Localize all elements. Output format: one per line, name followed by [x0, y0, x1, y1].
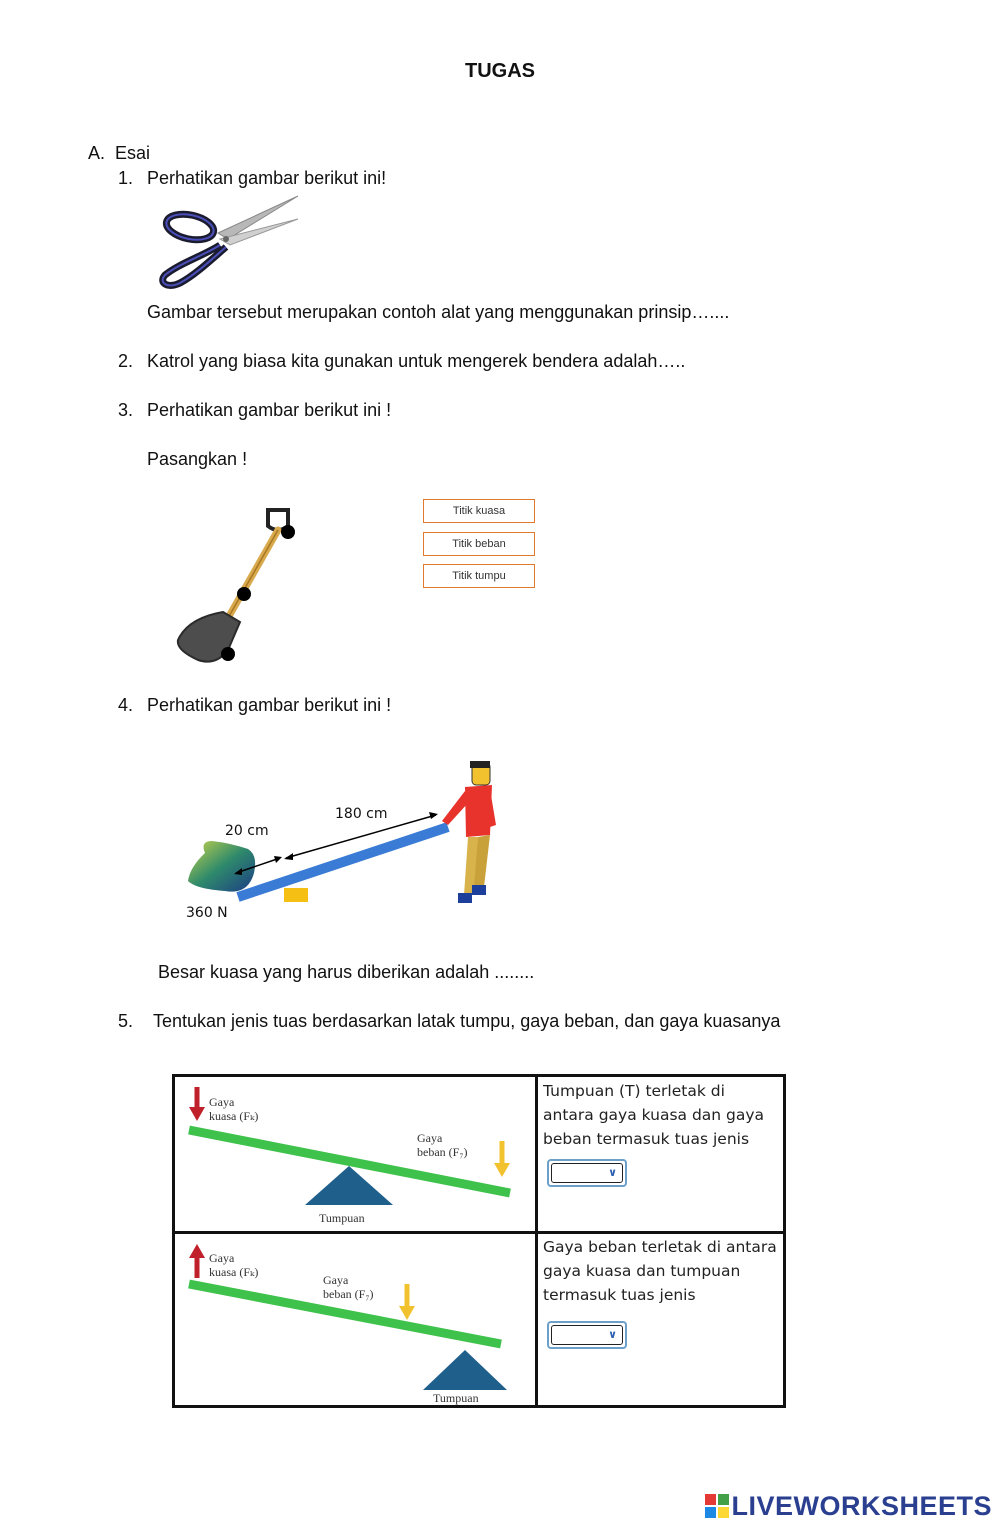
row1-kuasa-label: Gaya kuasa (Fₖ)	[209, 1095, 259, 1123]
fulcrum-block	[284, 888, 308, 902]
q1-follow: Gambar tersebut merupakan contoh alat yang menggunakan prinsip…....	[147, 302, 730, 322]
option-titik-tumpu[interactable]: Titik tumpu	[423, 564, 535, 588]
row2-beban-arrow	[399, 1306, 415, 1320]
q2-number: 2.	[118, 351, 134, 371]
section-letter: A.	[88, 143, 106, 163]
option-titik-beban[interactable]: Titik beban	[423, 532, 535, 556]
q1-number: 1.	[118, 168, 134, 188]
page-title: TUGAS	[465, 60, 535, 82]
liveworksheets-logo	[705, 1491, 992, 1522]
row1-tumpuan-label: Tumpuan	[319, 1211, 365, 1225]
q1-text: Perhatikan gambar berikut ini!	[147, 168, 387, 188]
person-figure	[442, 761, 496, 903]
option-titik-kuasa[interactable]: Titik kuasa	[423, 499, 535, 523]
row2-beban-label: Gaya beban (F₇)	[323, 1273, 374, 1301]
lever-type-table	[172, 1074, 786, 1408]
row2-kuasa-label: Gaya kuasa (Fₖ)	[209, 1251, 259, 1279]
q5-number: 5.	[118, 1011, 134, 1031]
q4-text: Perhatikan gambar berikut ini !	[147, 695, 392, 715]
point-marker-bottom[interactable]	[221, 647, 235, 661]
section-heading	[88, 143, 150, 164]
logo-text: LIVEWORKSHEETS	[731, 1491, 992, 1521]
q5-text: Tentukan jenis tuas berdasarkan latak tumpu, gaya beban, dan gaya kuasanya	[153, 1011, 781, 1031]
point-marker-middle[interactable]	[237, 587, 251, 601]
row1-kuasa-arrow	[189, 1107, 205, 1121]
q2-text: Katrol yang biasa kita gunakan untuk mengerek bendera adalah…..	[147, 351, 686, 371]
row2-fulcrum	[423, 1350, 507, 1390]
logo-grid-icon	[705, 1494, 729, 1518]
row1-description: Tumpuan (T) terletak di antara gaya kuasa dan gaya beban termasuk tuas jenis	[543, 1082, 765, 1148]
point-marker-top[interactable]	[281, 525, 295, 539]
short-arm-label: 20 cm	[225, 823, 269, 839]
row1-beban-arrow	[494, 1163, 510, 1177]
shovel-image	[168, 500, 308, 670]
row2-lever-type-dropdown[interactable]	[547, 1321, 627, 1349]
q3-number: 3.	[118, 400, 134, 420]
chevron-down-icon: ∨	[608, 1329, 617, 1341]
load-label: 360 N	[186, 905, 228, 921]
rock-load	[188, 841, 255, 892]
q3-text: Perhatikan gambar berikut ini !	[147, 400, 392, 420]
q4-number: 4.	[118, 695, 134, 715]
row2-description: Gaya beban terletak di antara gaya kuasa dan tumpuan termasuk tuas jenis	[543, 1238, 777, 1304]
q3-follow: Pasangkan !	[147, 449, 248, 469]
row2-tumpuan-label: Tumpuan	[433, 1391, 479, 1405]
shovel-icon	[178, 510, 288, 662]
chevron-down-icon: ∨	[608, 1167, 617, 1179]
row2-kuasa-arrow	[189, 1244, 205, 1258]
row1-lever-type-dropdown[interactable]	[547, 1159, 627, 1187]
scissors-icon	[163, 196, 298, 285]
scissors-image	[150, 193, 300, 293]
q4-follow: Besar kuasa yang harus diberikan adalah ........	[158, 962, 535, 982]
section-label: Esai	[115, 143, 151, 163]
lever-diagram	[180, 755, 520, 930]
long-arm-label: 180 cm	[335, 806, 388, 822]
row1-beban-label: Gaya beban (F₇)	[417, 1131, 468, 1159]
